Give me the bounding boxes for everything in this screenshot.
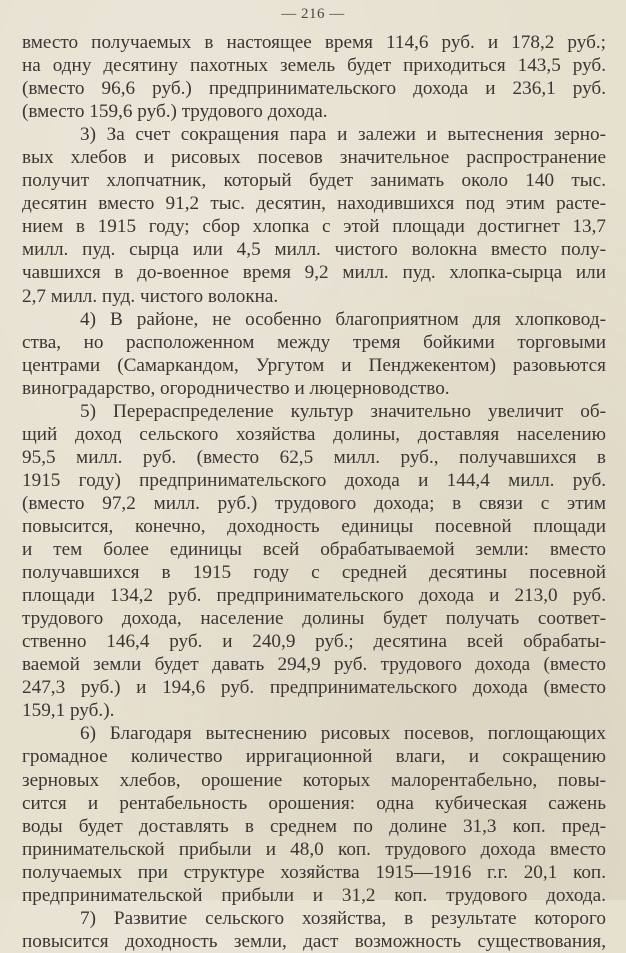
- text-line: 1915 году) предпринимательского дохода и 144,4 милл. руб.: [22, 469, 606, 491]
- text-line: милл. пуд. сырца или 4,5 милл. чистого волокна вместо полу-: [22, 239, 606, 261]
- text-line: вместо получаемых в настоящее время 114,6 руб. и 178,2 руб.;: [22, 32, 606, 53]
- text-line: 95,5 милл. руб. (вместо 62,5 милл. руб., получавшихся в: [22, 446, 606, 468]
- text-line: ства, но расположенном между тремя бойкими торговыми: [22, 331, 606, 353]
- text-line: (вместо 96,6 руб.) предпринимательского дохода и 236,1 руб.: [22, 78, 606, 100]
- paragraph-item-7: [22, 907, 606, 953]
- text-line: 5) Перераспределение культур значительно увеличит об-: [80, 400, 606, 422]
- text-line: 2,7 милл. пуд. чистого волокна.: [22, 285, 279, 307]
- text-line: воды будет доставлять в среднем по долине 31,3 коп. пред-: [22, 815, 606, 837]
- paragraph-continuation: [22, 31, 606, 123]
- text-line: вых хлебов и рисовых посевов значительное распространение: [22, 147, 606, 169]
- text-line: громадное количество ирригационной влаги, и сокращению: [22, 746, 606, 768]
- text-line: трудового дохода, население долины будет получать соответ-: [22, 608, 606, 630]
- paragraph-item-3: [22, 123, 606, 307]
- body-text: [22, 31, 606, 953]
- text-line: виноградарство, огородничество и люцерноводство.: [22, 377, 450, 399]
- text-line: и тем более единицы всей обрабатываемой земли: вместо: [22, 539, 606, 561]
- text-line: (вместо 159,6 руб.) трудового дохода.: [22, 101, 328, 123]
- text-line: принимательской прибыли и 48,0 коп. трудового дохода вместо: [22, 838, 606, 860]
- text-line: получаемых при структуре хозяйства 1915—1916 г.г. 20,1 коп.: [22, 861, 606, 883]
- paragraph-item-4: [22, 308, 606, 400]
- text-line: 4) В районе, не особенно благоприятном для хлопковод-: [80, 308, 606, 330]
- text-line: получавшихся в 1915 году с средней десятины посевной: [22, 562, 606, 584]
- text-line: ственно 146,4 руб. и 240,9 руб.; десятина всей обрабаты-: [22, 631, 606, 653]
- text-line: 159,1 руб.).: [22, 700, 115, 722]
- page-number: — 216 —: [281, 6, 345, 22]
- text-line: 7) Развитие сельского хозяйства, в результате которого: [80, 907, 606, 929]
- text-line: повысится, конечно, доходность единицы посевной площади: [22, 515, 606, 537]
- text-line: десятин вместо 91,2 тыс. десятин, находившихся под этим расте-: [22, 193, 606, 215]
- text-line: сится и рентабельность орошения: одна кубическая сажень: [22, 792, 606, 814]
- paragraph-item-6: [22, 722, 606, 906]
- text-line: площади 134,2 руб. предпринимательского дохода и 213,0 руб.: [22, 585, 606, 607]
- text-line: 247,3 руб.) и 194,6 руб. предпринимательского дохода (вместо: [22, 677, 606, 699]
- text-line: получит хлопчатник, который будет занимать около 140 тыс.: [22, 170, 606, 192]
- text-line: ваемой земли будет давать 294,9 руб. трудового дохода (вместо: [22, 654, 606, 676]
- text-line: предпринимательской прибыли и 31,2 коп. трудового дохода.: [22, 884, 606, 906]
- text-line: 6) Благодаря вытеснению рисовых посевов, поглощающих: [80, 723, 606, 745]
- text-line: 3) За счет сокращения пара и залежи и вытеснения зерно-: [80, 124, 606, 146]
- text-line: чавшихся в до-военное время 9,2 милл. пуд. хлопка-сырца или: [22, 262, 606, 284]
- text-line: щий доход сельского хозяйства долины, доставляя населению: [22, 423, 606, 445]
- text-line: (вместо 97,2 милл. руб.) трудового дохода; в связи с этим: [22, 492, 606, 514]
- text-line: нием в 1915 году; сбор хлопка с этой площади достигнет 13,7: [22, 216, 606, 238]
- text-line: на одну десятину пахотных земель будет приходиться 143,5 руб.: [22, 55, 606, 77]
- paragraph-item-5: [22, 400, 606, 723]
- text-line: зерновых хлебов, орошение которых малорентабельно, повы-: [22, 769, 606, 791]
- text-line: повысится доходность земли, даст возможность существования,: [22, 930, 606, 952]
- text-line: центрами (Самаркандом, Ургутом и Пенджекентом) разовьются: [22, 354, 606, 376]
